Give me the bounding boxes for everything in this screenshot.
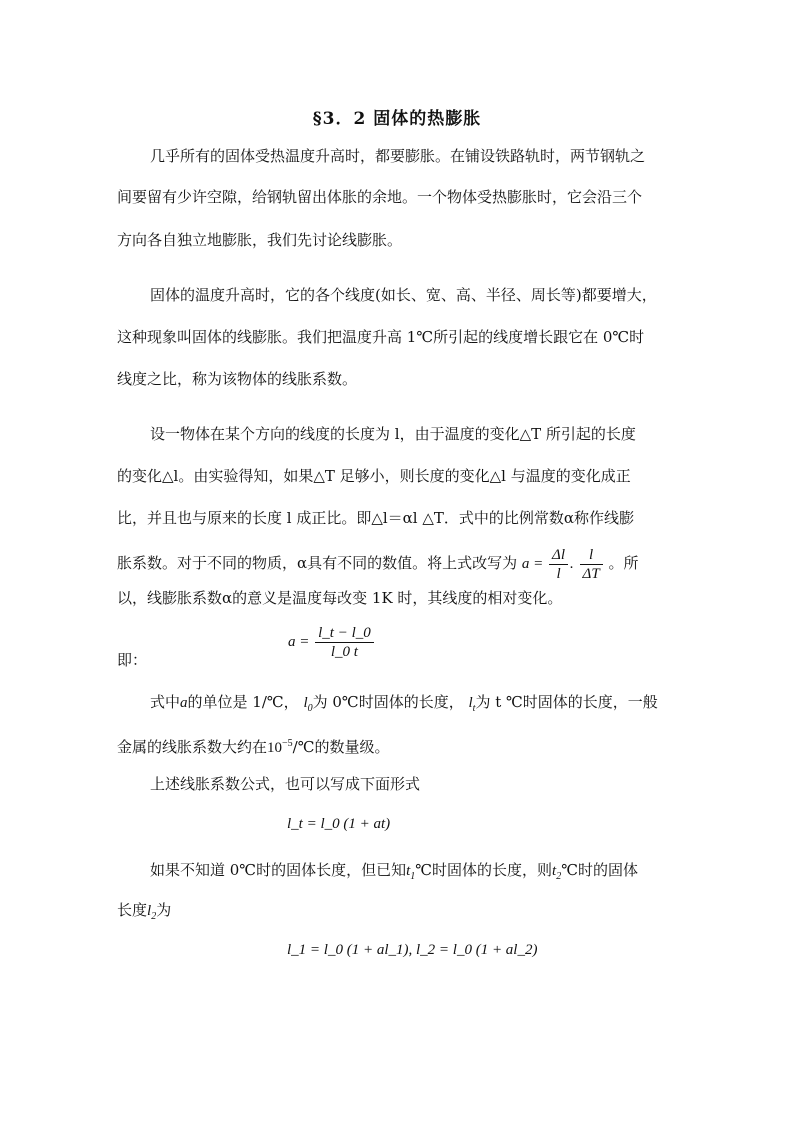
symbol-subscript: 2	[556, 871, 562, 882]
text-fragment: 金属的线胀系数大约在	[117, 738, 268, 756]
paragraph-line: 即：	[117, 651, 148, 669]
l0-symbol	[303, 695, 313, 714]
symbol-base: l	[303, 695, 308, 711]
formula-lhs: a =	[288, 633, 310, 650]
symbol-subscript: 1	[410, 871, 416, 882]
symbol-base: l	[147, 903, 152, 919]
fraction-numerator: Δl	[549, 546, 568, 565]
text-fragment: ℃时固体的长度，则	[415, 861, 553, 879]
fraction-numerator: l_t − l_0	[315, 624, 374, 643]
text-fragment: 长度	[117, 901, 148, 919]
symbol-base: t	[552, 863, 557, 879]
symbol-base: t	[406, 863, 411, 879]
formula-linear-expansion: l_t = l_0 (1 + at)	[287, 816, 391, 832]
l2-symbol	[147, 903, 157, 922]
text-fragment: /℃的数量级。	[292, 738, 390, 756]
formula-alpha-definition	[288, 624, 376, 661]
text-fragment: 如果不知道 0℃时的固体长度，但已知	[150, 861, 407, 879]
fraction-denominator: ΔT	[582, 566, 600, 582]
power-of-ten	[267, 740, 293, 756]
fraction	[549, 546, 568, 583]
t1-symbol	[406, 863, 416, 882]
section-title: §3．2 固体的热膨胀	[312, 109, 482, 129]
paragraph-line: 间要留有少许空隙，给钢轨留出体胀的余地。一个物体受热膨胀时，它会沿三个	[117, 188, 643, 206]
fraction-numerator: l	[580, 546, 603, 565]
paragraph-line: 以，线膨胀系数α的意义是温度每改变 1K 时，其线度的相对变化。	[117, 589, 563, 607]
formula-two-temperatures: l_1 = l_0 (1 + al_1), l_2 = l_0 (1 + al_2)	[287, 942, 538, 958]
paragraph-line: 固体的温度升高时，它的各个线度(如长、宽、高、半径、周长等)都要增大，	[150, 286, 657, 304]
text-fragment: 式中	[150, 693, 181, 711]
text-fragment: 为 0℃时固体的长度，	[312, 693, 464, 711]
fraction	[315, 624, 374, 661]
symbol-base: l	[468, 695, 473, 711]
symbol-subscript: 0	[307, 703, 313, 714]
text-fragment: 为	[156, 901, 172, 919]
text-fragment: 的单位是 1/℃，	[187, 693, 299, 711]
fraction-denominator: l	[556, 566, 561, 582]
paragraph-line: 几乎所有的固体受热温度升高时，都要膨胀。在铺设铁路轨时，两节钢轨之	[150, 147, 646, 165]
paragraph-line: 比，并且也与原来的长度 l 成正比。即△l＝αl △T．式中的比例常数α称作线膨	[117, 509, 635, 527]
paragraph-line: 这种现象叫固体的线膨胀。我们把温度升高 1℃所引起的线度增长跟它在 0℃时	[117, 328, 645, 346]
paragraph-line: 设一物体在某个方向的线度的长度为 l，由于温度的变化△T 所引起的长度	[150, 425, 636, 443]
fraction-denominator: l_0 t	[330, 644, 358, 660]
text-fragment: 胀系数。对于不同的物质，α具有不同的数值。将上式改写为	[117, 553, 518, 572]
paragraph-line: 上述线胀系数公式，也可以写成下面形式	[150, 775, 421, 793]
paragraph-line	[117, 734, 390, 758]
alpha-symbol: a	[180, 695, 188, 711]
t2-symbol	[552, 863, 562, 882]
paragraph-line: 的变化△l。由实验得知，如果△T 足够小，则长度的变化△l 与温度的变化成正	[117, 467, 631, 485]
paragraph-line	[150, 860, 638, 887]
paragraph-line	[117, 900, 171, 927]
paragraph-line: 线度之比，称为该物体的线胀系数。	[117, 370, 358, 388]
power-base: 10	[267, 740, 283, 756]
power-exponent: −5	[282, 738, 293, 749]
symbol-subscript: 2	[151, 911, 157, 922]
formula-lhs: a =	[521, 555, 544, 572]
formula-dot: .	[570, 555, 574, 572]
text-fragment: ℃时的固体	[561, 861, 638, 879]
paragraph-line	[150, 692, 658, 719]
text-fragment: 。所	[608, 553, 639, 572]
fraction	[580, 546, 603, 583]
paragraph-line	[117, 546, 638, 583]
symbol-subscript: t	[472, 703, 476, 714]
text-fragment: 为 t ℃时固体的长度，一般	[475, 693, 658, 711]
paragraph-line: 方向各自独立地膨胀，我们先讨论线膨胀。	[117, 231, 403, 249]
